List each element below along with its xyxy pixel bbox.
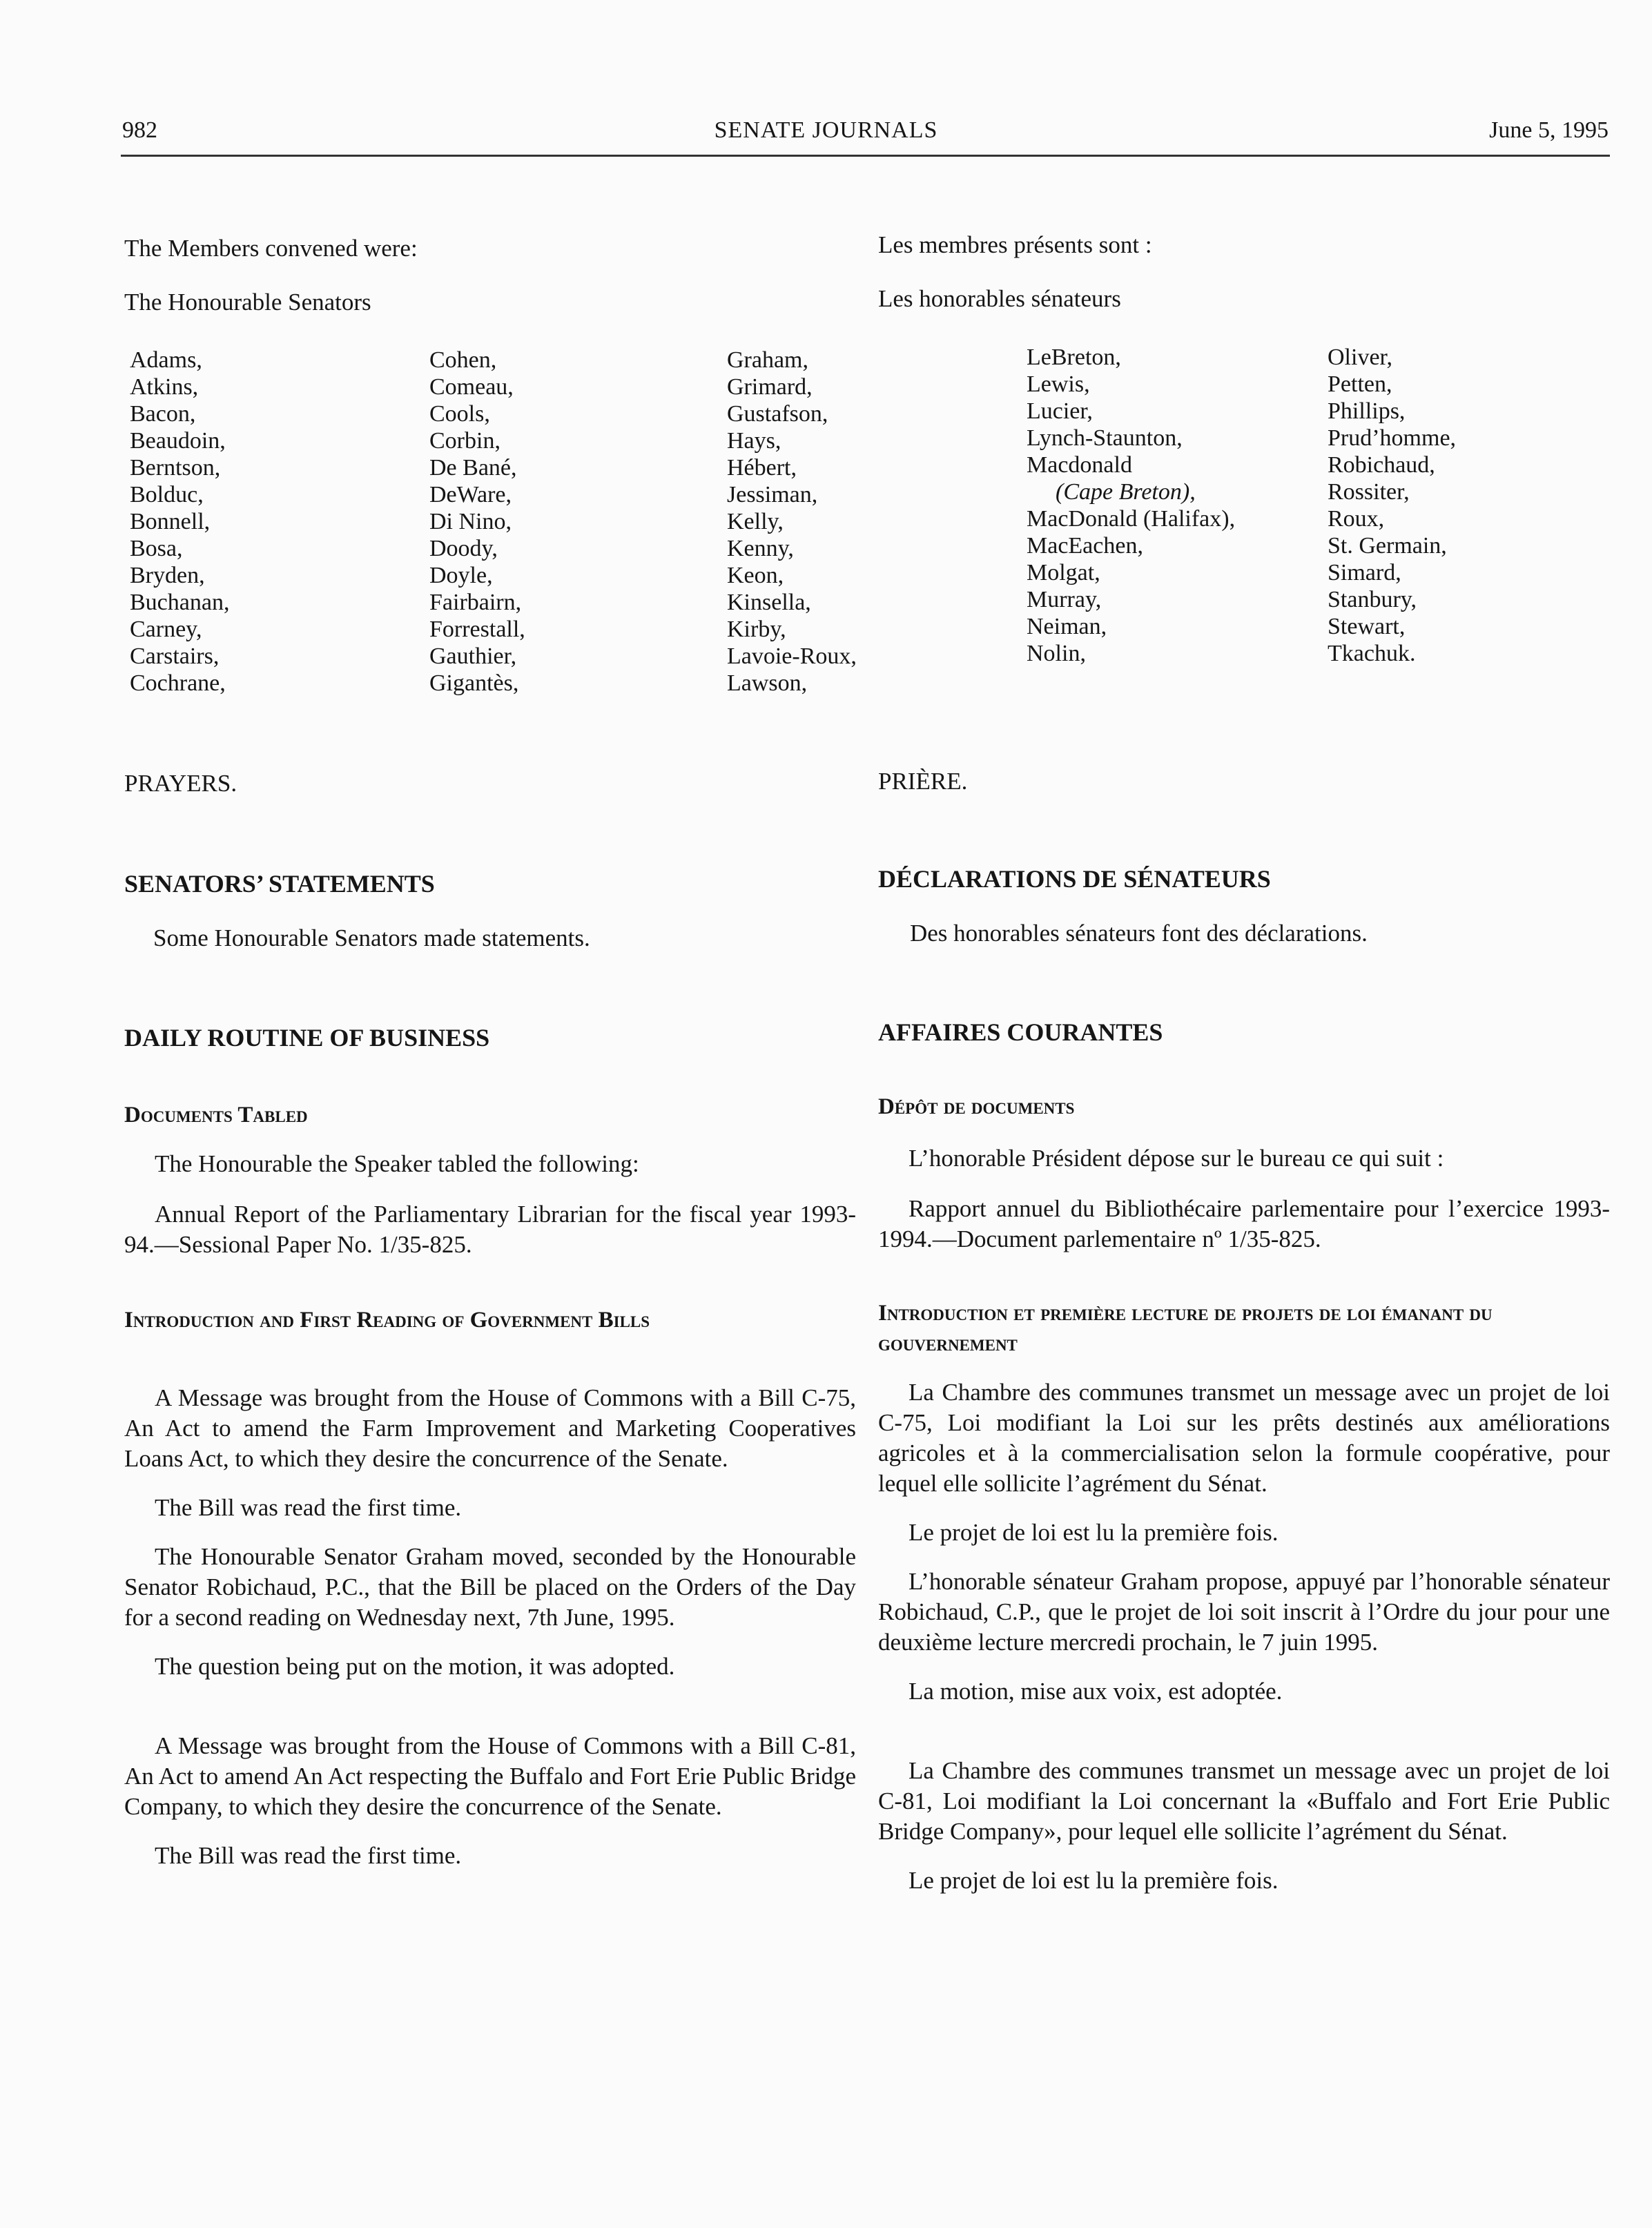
bills-left	[124, 1383, 856, 1871]
bills-paragraph: The Bill was read the first time.	[155, 1842, 462, 1869]
senator-name: Nolin,	[1027, 641, 1086, 666]
senator-name: Buchanan,	[130, 590, 230, 615]
routine-heading: DAILY ROUTINE OF BUSINESS	[124, 1024, 490, 1052]
routine-heading-fr: AFFAIRES COURANTES	[878, 1018, 1163, 1046]
statements-text: Some Honourable Senators made statements.	[153, 924, 590, 951]
senator-column-3	[727, 347, 857, 697]
senator-name: Cochrane,	[130, 670, 226, 696]
senator-name: DeWare,	[429, 482, 512, 507]
senator-name: Petten,	[1328, 371, 1392, 397]
documents-paragraph: The Honourable the Speaker tabled the following:	[155, 1150, 639, 1177]
senator-name: Lewis,	[1027, 371, 1090, 397]
senator-name: Jessiman,	[727, 482, 818, 507]
bills-paragraph: A Message was brought from the House of Commons with a Bill C-81, An Act to amend An Act respecting the Buffalo and Fort Erie Public Bridge Company, to which they desire the concurrence of the Senate.	[124, 1732, 856, 1820]
senators-label-fr: Les honorables sénateurs	[878, 285, 1121, 312]
bills-right	[878, 1377, 1610, 1896]
documents-heading: Documents Tabled	[124, 1103, 308, 1127]
statements-heading-fr: DÉCLARATIONS DE SÉNATEURS	[878, 865, 1271, 893]
bills-paragraph-fr: La motion, mise aux voix, est adoptée.	[908, 1678, 1283, 1705]
senator-name: De Bané,	[429, 455, 517, 481]
senator-name: Neiman,	[1027, 614, 1107, 639]
journal-date: June 5, 1995	[1489, 117, 1609, 143]
senator-name: Murray,	[1027, 587, 1102, 612]
bills-paragraph-fr: La Chambre des communes transmet un message avec un projet de loi C-75, Loi modifiant la Loi sur les prêts destinés aux améliorations agricoles et à la commercialisation selon la formule coopérative, pour lequel elle sollicite l’agrément du Sénat.	[878, 1379, 1610, 1497]
bills-paragraph-fr: Le projet de loi est lu la première fois.	[908, 1519, 1279, 1546]
senator-name: Di Nino,	[429, 509, 512, 534]
senator-name: Fairbairn,	[429, 590, 522, 615]
senator-name: Macdonald	[1027, 452, 1132, 478]
documents-heading-fr: Dépôt de documents	[878, 1094, 1075, 1119]
senator-name: Grimard,	[727, 374, 813, 400]
senator-name: St. Germain,	[1328, 533, 1447, 559]
senator-name: Gauthier,	[429, 643, 517, 669]
senator-name: Forrestall,	[429, 617, 525, 642]
senator-name: Graham,	[727, 347, 809, 373]
senator-name: Lavoie-Roux,	[727, 643, 857, 669]
senator-column-1	[130, 347, 229, 697]
senator-name: LeBreton,	[1027, 345, 1121, 370]
documents-right	[878, 1143, 1610, 1255]
senator-name: Comeau,	[429, 374, 514, 400]
senator-name: Berntson,	[130, 455, 221, 481]
page-number: 982	[122, 117, 157, 143]
bills-heading: Introduction and First Reading of Government Bills	[124, 1308, 650, 1333]
senator-column-4	[1027, 344, 1235, 667]
senator-name: Carstairs,	[130, 643, 220, 669]
senator-name: Gustafson,	[727, 401, 828, 427]
senator-name: Roux,	[1328, 506, 1385, 532]
senators-label: The Honourable Senators	[124, 289, 371, 316]
senator-name: Atkins,	[130, 374, 199, 400]
prayers: PRAYERS.	[124, 770, 237, 797]
senator-name: Hébert,	[727, 455, 797, 481]
senator-name: Stewart,	[1328, 614, 1406, 639]
statements-text-fr: Des honorables sénateurs font des déclarations.	[910, 920, 1368, 947]
senator-name: Corbin,	[429, 428, 501, 454]
documents-paragraph: Annual Report of the Parliamentary Librarian for the fiscal year 1993-94.—Sessional Paper No. 1/35-825.	[124, 1201, 856, 1258]
documents-left	[124, 1149, 856, 1260]
documents-paragraph-fr: Rapport annuel du Bibliothécaire parlementaire pour l’exercice 1993-1994.—Document parlementaire nº 1/35-825.	[878, 1195, 1610, 1252]
senator-name: Keon,	[727, 563, 784, 588]
senator-name: Lynch-Staunton,	[1027, 425, 1183, 451]
convened-label: The Members convened were:	[124, 235, 418, 262]
senator-name: Oliver,	[1328, 345, 1392, 370]
senator-column-5	[1328, 344, 1456, 667]
senator-name: Doyle,	[429, 563, 493, 588]
documents-paragraph-fr: L’honorable Président dépose sur le bureau ce qui suit :	[908, 1145, 1444, 1172]
senator-name: Rossiter,	[1328, 479, 1410, 505]
senator-name: MacDonald (Halifax),	[1027, 506, 1236, 532]
senator-name: Doody,	[429, 536, 498, 561]
senator-name: Molgat,	[1027, 560, 1100, 585]
senator-name: Bosa,	[130, 536, 183, 561]
senator-name: Bonnell,	[130, 509, 211, 534]
bills-paragraph-fr: La Chambre des communes transmet un message avec un projet de loi C-81, Loi modifiant la Loi concernant la «Buffalo and Fort Erie Public Bridge Company», pour lequel elle sollicite l’agrément du Sénat.	[878, 1757, 1610, 1845]
senator-name: Bryden,	[130, 563, 205, 588]
senator-name: Carney,	[130, 617, 202, 642]
senator-column-2	[429, 347, 525, 697]
senator-name: (Cape Breton),	[1056, 479, 1196, 505]
statements-heading: SENATORS’ STATEMENTS	[124, 870, 435, 898]
senator-name: Gigantès,	[429, 670, 519, 696]
senator-name: Tkachuk.	[1328, 641, 1416, 666]
senator-name: Kenny,	[727, 536, 794, 561]
senator-name: Robichaud,	[1328, 452, 1435, 478]
journal-title: SENATE JOURNALS	[714, 117, 938, 143]
senator-name: Phillips,	[1328, 398, 1406, 424]
bills-paragraph-fr: L’honorable sénateur Graham propose, appuyé par l’honorable sénateur Robichaud, C.P., que le projet de loi soit inscrit à l’Ordre du jour pour une deuxième lecture mercredi prochain, le 7 juin 1995.	[878, 1568, 1610, 1656]
senator-name: Kinsella,	[727, 590, 811, 615]
senator-name: Kelly,	[727, 509, 784, 534]
bills-paragraph: The question being put on the motion, it was adopted.	[155, 1653, 675, 1680]
senator-name: Hays,	[727, 428, 781, 454]
bills-heading-fr: Introduction et première lecture de projets de loi émanant du gouvernement	[878, 1301, 1493, 1356]
bills-paragraph-fr: Le projet de loi est lu la première fois.	[908, 1867, 1279, 1894]
senator-name: Adams,	[130, 347, 202, 373]
senator-name: Simard,	[1328, 560, 1401, 585]
senator-name: Lawson,	[727, 670, 808, 696]
senator-name: Kirby,	[727, 617, 786, 642]
senator-name: Prud’homme,	[1328, 425, 1457, 451]
header-rule	[121, 155, 1610, 157]
senator-name: Cools,	[429, 401, 490, 427]
senator-name: Bolduc,	[130, 482, 204, 507]
senator-name: Lucier,	[1027, 398, 1093, 424]
prayers-fr: PRIÈRE.	[878, 768, 968, 795]
senator-name: Bacon,	[130, 401, 196, 427]
bills-paragraph: A Message was brought from the House of Commons with a Bill C-75, An Act to amend the Farm Improvement and Marketing Cooperatives Loans Act, to which they desire the concurrence of the Senate.	[124, 1384, 856, 1472]
bills-paragraph: The Bill was read the first time.	[155, 1494, 462, 1521]
senator-name: Stanbury,	[1328, 587, 1417, 612]
convened-label-fr: Les membres présents sont :	[878, 231, 1152, 258]
bills-paragraph: The Honourable Senator Graham moved, seconded by the Honourable Senator Robichaud, P.C., that the Bill be placed on the Orders of the Day for a second reading on Wednesday next, 7th June, 1995.	[124, 1543, 856, 1631]
senator-name: MacEachen,	[1027, 533, 1143, 559]
senator-name: Beaudoin,	[130, 428, 226, 454]
senator-name: Cohen,	[429, 347, 497, 373]
